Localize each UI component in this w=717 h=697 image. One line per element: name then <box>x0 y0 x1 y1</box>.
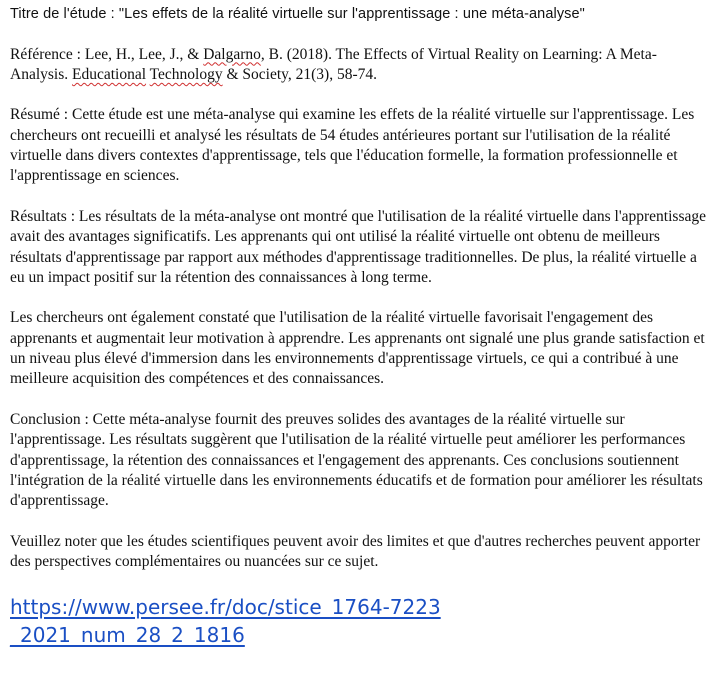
study-title: Titre de l'étude : "Les effets de la réalité virtuelle sur l'apprentissage : une méta-analyse" <box>10 6 585 22</box>
reference-suffix: & Society, 21(3), 58-74. <box>222 65 377 83</box>
reference-middle: , B. (2018). The Effects of Virtual Reality on Learning: A Meta-Analysis. <box>10 45 657 83</box>
reference-paragraph <box>10 45 710 86</box>
resume-paragraph: Résumé : Cette étude est une méta-analyse qui examine les effets de la réalité virtuelle sur l'apprentissage. Les chercheurs ont recueilli et analysé les résultats de 54 études antérieures portant sur l'utilisation de la réalité virtuelle dans divers contextes d'apprentissage, tels que l'éducation formelle, la formation professionnelle et l'apprentissage en sciences. <box>10 106 695 185</box>
reference-journal-word-1: Educational <box>72 65 147 83</box>
reference-prefix: Référence : Lee, H., Lee, J., & <box>10 45 204 63</box>
reference-journal-word-2: Technology <box>149 65 223 83</box>
document-body <box>10 4 710 649</box>
source-link[interactable]: https://www.persee.fr/doc/stice_1764-7223_2021_num_28_2_1816 <box>10 594 441 647</box>
reference-author-flagged: Dalgarno <box>203 45 261 63</box>
note-paragraph: Veuillez noter que les études scientifiques peuvent avoir des limites et que d'autres recherches peuvent apporter des perspectives complémentaires ou nuancées sur ce sujet. <box>10 532 701 571</box>
conclusion-paragraph: Conclusion : Cette méta-analyse fournit des preuves solides des avantages de la réalité virtuelle sur l'apprentissage. Les résultats suggèrent que l'utilisation de la réalité virtuelle peut améliorer les performances d'apprentissage, la rétention des connaissances et l'engagement des apprenants. Ces conclusions soutiennent l'intégration de la réalité virtuelle dans les environnements éducatifs et de formation pour améliorer les résultats d'apprentissage. <box>10 410 703 510</box>
engagement-paragraph: Les chercheurs ont également constaté que l'utilisation de la réalité virtuelle favorisait l'engagement des apprenants et augmentait leur motivation à apprendre. Les apprenants ont signalé une plus grande satisfaction et un niveau plus élevé d'immersion dans les environnements d'apprentissage virtuels, ce qui a contribué à une meilleure acquisition des compétences et des connaissances. <box>10 309 705 388</box>
resultats-paragraph: Résultats : Les résultats de la méta-analyse ont montré que l'utilisation de la réalité virtuelle dans l'apprentissage avait des avantages significatifs. Les apprenants qui ont utilisé la réalité virtuelle ont obtenu de meilleurs résultats d'apprentissage par rapport aux méthodes d'apprentissage traditionnelles. De plus, la réalité virtuelle a eu un impact positif sur la rétention des connaissances à long terme. <box>10 207 706 286</box>
